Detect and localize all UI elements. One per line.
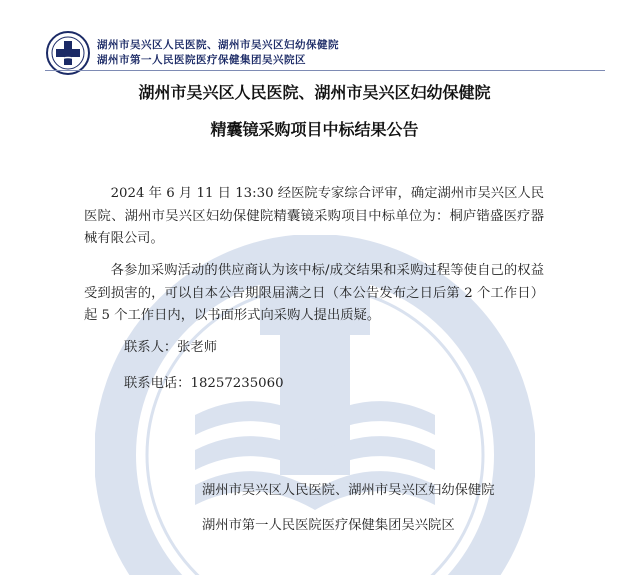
document-subtitle: 精囊镜采购项目中标结果公告 (210, 120, 419, 139)
letterhead-line2: 湖州市第一人民医院医疗保健集团吴兴院区 (97, 54, 306, 66)
signature-line2: 湖州市第一人民医院医疗保健集团吴兴院区 (202, 518, 455, 533)
header-divider (45, 70, 605, 71)
contact-person: 联系人：张老师 (124, 340, 218, 355)
document-title: 湖州市吴兴区人民医院、湖州市吴兴区妇幼保健院 (138, 83, 491, 102)
letterhead-line1: 湖州市吴兴区人民医院、湖州市吴兴区妇幼保健院 (97, 39, 339, 51)
paragraph-award: 2024 年 6 月 11 日 13:30 经医院专家综合评审，确定湖州市吴兴区人民医院、湖州市吴兴区妇幼保健院精囊镜采购项目中标单位为：桐庐锴盛医疗器械有限公司。 (84, 186, 544, 246)
contact-phone: 联系电话：18257235060 (124, 376, 284, 391)
paragraph-objection: 各参加采购活动的供应商认为该中标/成交结果和采购过程等使自己的权益受到损害的，可以自本公告期限届满之日（本公告发布之日后第 2 个工作日）起 5 个工作日内，以书面形式向采购人提出质疑。 (84, 263, 544, 323)
signature-line1: 湖州市吴兴区人民医院、湖州市吴兴区妇幼保健院 (202, 483, 495, 498)
